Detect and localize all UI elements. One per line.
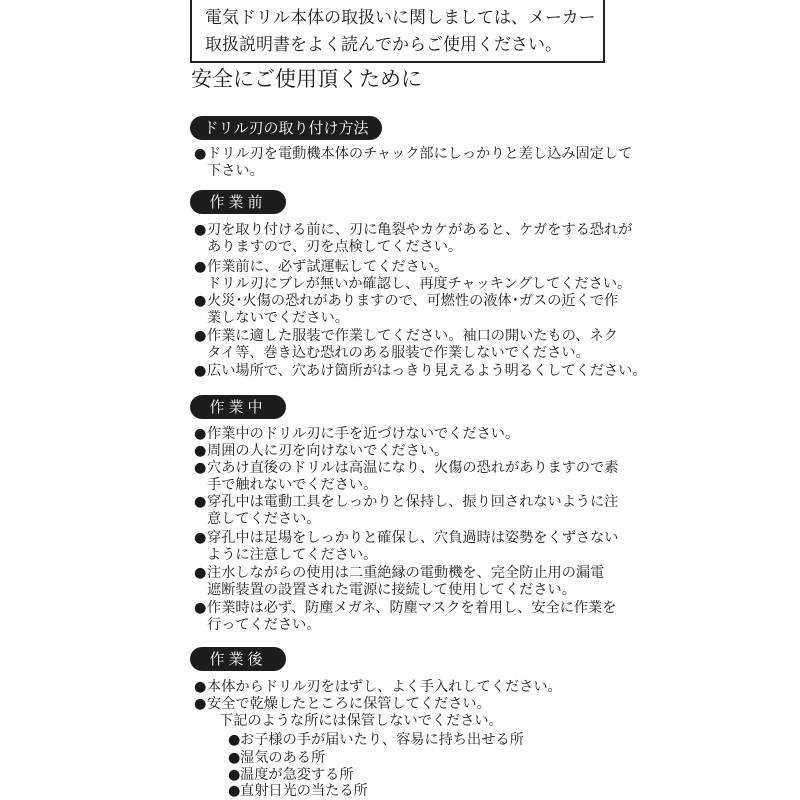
bullet-icon: ● [228, 767, 241, 783]
list-item: ● 穴あけ直後のドリルは高温になり、火傷の恐れがありますので素 手で触れないでください。 [194, 460, 619, 494]
list-item: ● 作業に適した服装で作業してください。袖口の開いたもの、ネク タイ等、巻き込む恐れのある服装で作業しないでください。 [194, 328, 618, 362]
list-item: ● 本体からドリル刃をはずし、よく手入れしてください。 [194, 679, 562, 695]
list-item: ● 周囲の人に刃を向けないでください。 [194, 443, 449, 459]
bullet-icon: ● [194, 696, 207, 712]
bullet-icon: ● [194, 443, 207, 459]
list-item: ● 刃を取り付ける前に、刃に亀裂やカケがあると、ケガをする恐れが ありますので、刃を点検してください。 [194, 222, 633, 256]
bullet-icon: ● [194, 530, 207, 546]
storage-place-item: ●湿気のある所 [228, 750, 326, 766]
list-item: ● 穿孔中は電動工具をしっかりと保持し、振り回されないように注 意してください。 [194, 494, 619, 528]
list-item: ● ドリル刃を電動機本体のチャック部にしっかりと差し込み固定して 下さい。 [194, 146, 633, 180]
bullet-icon: ● [194, 494, 207, 510]
bullet-icon: ● [194, 363, 207, 379]
storage-place-item: ●直射日光の当たる所 [228, 783, 368, 799]
bullet-icon: ● [194, 146, 207, 162]
bullet-icon: ● [194, 426, 207, 442]
notice-box [190, 0, 605, 63]
storage-note: 下記のような所には保管しないでください。 [219, 713, 503, 729]
list-item: ● 火災･火傷の恐れがありますので、可燃性の液体･ガスの近くで作 業しないでください。 [194, 293, 619, 327]
section-heading-after: 作業後 [190, 647, 286, 671]
bullet-icon: ● [194, 600, 207, 616]
bullet-icon: ● [194, 328, 207, 344]
page-title: 安全にご使用頂くために [191, 67, 422, 91]
storage-place-item: ●お子様の手が届いたり、容易に持ち出せる所 [228, 732, 524, 748]
bullet-icon: ● [194, 679, 207, 695]
bullet-icon: ● [194, 259, 207, 275]
bullet-icon: ● [194, 565, 207, 581]
bullet-icon: ● [194, 222, 207, 238]
bullet-icon: ● [228, 732, 241, 748]
list-item: ● 注水しながらの使用は二重絶縁の電動機を、完全防止用の漏電 遮断装置の設置された電源に接続して使用してください。 [194, 565, 605, 599]
section-heading-during: 作業中 [190, 395, 286, 419]
bullet-icon: ● [194, 293, 207, 309]
notice-line-1: 電気ドリル本体の取扱いに関しましては、メーカー [205, 8, 596, 28]
notice-line-2: 取扱説明書をよく読んでからご使用ください。 [205, 35, 562, 55]
list-item: ● 作業前に、必ず試運転してください。 ドリル刃にブレが無いか確認し、再度チャッキングしてください。 [194, 259, 632, 293]
bullet-icon: ● [228, 783, 241, 799]
bullet-icon: ● [194, 460, 207, 476]
section-heading-before: 作業前 [190, 190, 286, 214]
list-item: ● 広い場所で、穴あけ箇所がはっきり見えるよう明るくしてください。 [194, 363, 647, 379]
list-item: ● 穿孔中は足場をしっかりと確保し、穴負過時は姿勢をくずさない ように注意してください。 [194, 530, 619, 564]
storage-place-item: ●温度が急変する所 [228, 767, 354, 783]
section-heading-attach: ドリル刃の取り付け方法 [190, 116, 382, 140]
list-item: ● 作業時は必ず、防塵メガネ、防塵マスクを着用し、安全に作業を 行ってください。 [194, 600, 617, 634]
list-item: ● 作業中のドリル刃に手を近づけないでください。 [194, 426, 520, 442]
list-item: ● 安全で乾燥したところに保管してください。 [194, 696, 491, 712]
bullet-icon: ● [228, 750, 241, 766]
